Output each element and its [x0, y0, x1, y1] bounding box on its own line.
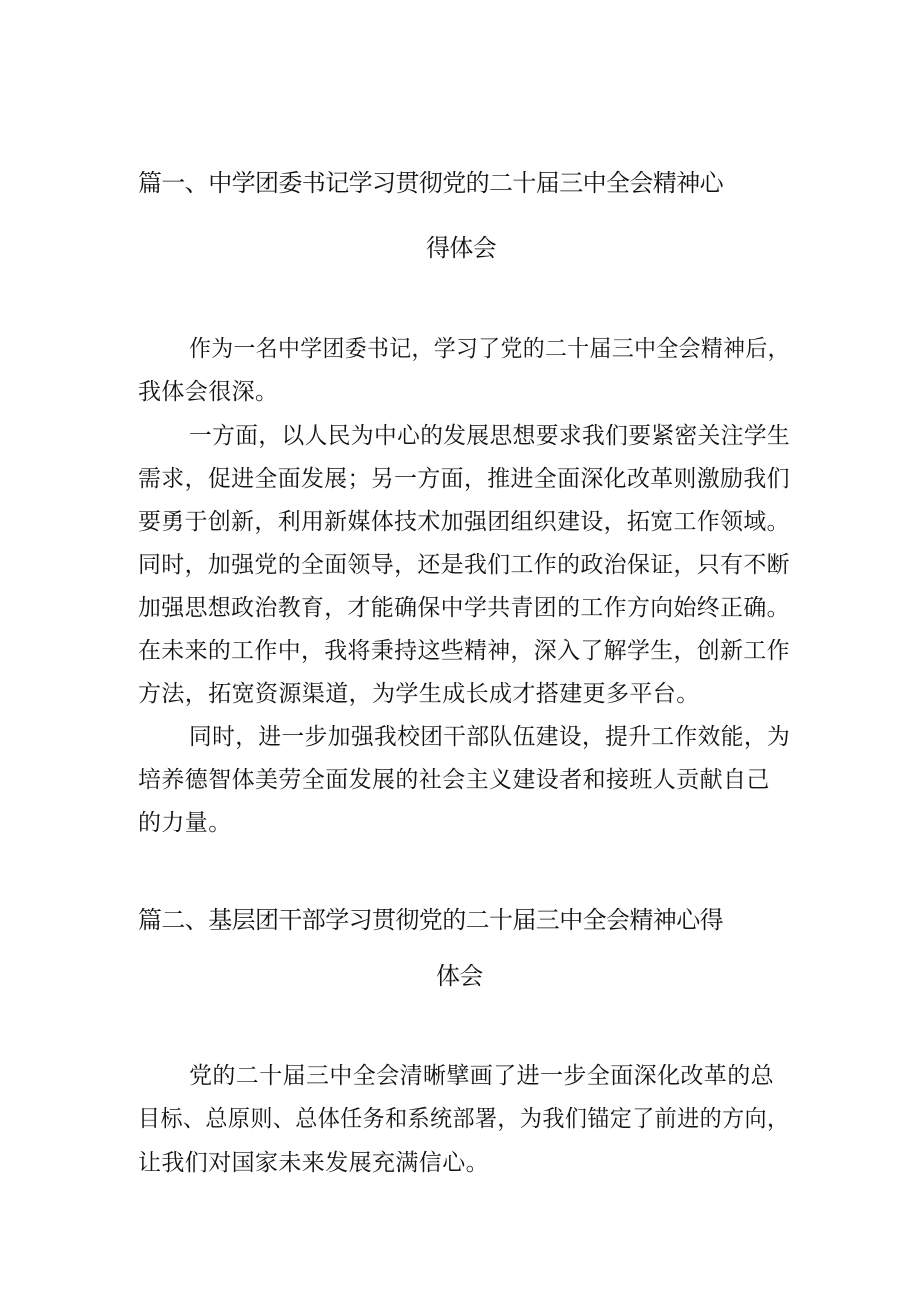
s1-p1-line1: 作为一名中学团委书记，学习了党的二十届三中全会精神后，	[189, 336, 790, 362]
section1-title-line2: 得体会	[426, 234, 497, 262]
s1-p2-line6: 在未来的工作中，我将秉持这些精神，深入了解学生，创新工作	[138, 638, 790, 664]
s1-p1-line2: 我体会很深。	[138, 379, 279, 405]
section2-title-line2: 体会	[436, 962, 483, 990]
s2-p1-line1: 党的二十届三中全会清晰擘画了进一步全面深化改革的总	[189, 1063, 774, 1089]
s1-p3-line3: 的力量。	[138, 810, 232, 836]
section2-title-line1: 篇二、基层团干部学习贯彻党的二十届三中全会精神心得	[138, 906, 723, 934]
s1-p2-line5: 加强思想政治教育，才能确保中学共青团的工作方向始终正确。	[138, 595, 790, 621]
s1-p2-line2: 需求，促进全面发展；另一方面，推进全面深化改革则激励我们	[138, 466, 790, 492]
section1-title-line1: 篇一、中学团委书记学习贯彻党的二十届三中全会精神心	[138, 169, 723, 197]
s1-p3-line2: 培养德智体美劳全面发展的社会主义建设者和接班人贡献自己	[138, 767, 770, 793]
s2-p1-line2: 目标、总原则、总体任务和系统部署，为我们锚定了前进的方向，	[138, 1106, 790, 1132]
s1-p2-line3: 要勇于创新，利用新媒体技术加强团组织建设，拓宽工作领域。	[138, 509, 790, 535]
s1-p2-line7: 方法，拓宽资源渠道，为学生成长成才搭建更多平台。	[138, 681, 700, 707]
s2-p1-line3: 让我们对国家未来发展充满信心。	[138, 1150, 489, 1176]
s1-p2-line4: 同时，加强党的全面领导，还是我们工作的政治保证，只有不断	[138, 552, 790, 578]
s1-p3-line1: 同时，进一步加强我校团干部队伍建设，提升工作效能，为	[189, 724, 791, 750]
s1-p2-line1: 一方面，以人民为中心的发展思想要求我们要紧密关注学生	[189, 423, 791, 449]
